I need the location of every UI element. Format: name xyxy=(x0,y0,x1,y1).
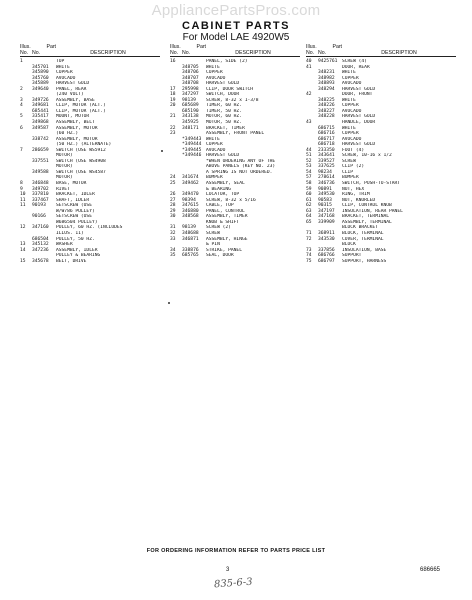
part-number: 349530 xyxy=(318,192,335,198)
part-description: A SPRING IS NOT ORDERED. xyxy=(206,169,273,175)
illus-number: 11 xyxy=(20,203,26,209)
part-description: SCREW xyxy=(206,230,220,236)
part-number: 686797 xyxy=(318,258,335,264)
part-description: ASSEMBLY, BELT xyxy=(56,120,95,126)
part-description: ASSEMBLY, BASE xyxy=(56,97,95,103)
illus-number: 28 xyxy=(170,203,176,209)
part-description: TOP xyxy=(56,59,65,64)
part-number: 348705 xyxy=(182,64,199,70)
part-number: 347197 xyxy=(318,208,335,214)
part-number: 346871 xyxy=(182,236,199,242)
part-description: WHITE xyxy=(342,97,356,103)
illus-number: 44 xyxy=(306,147,312,153)
part-number: 349681 xyxy=(32,103,49,109)
part-number: 348231 xyxy=(318,70,335,76)
part-number: 349462 xyxy=(182,181,199,187)
illus-number: 32 xyxy=(170,230,176,236)
part-description: SEAL, DOOR xyxy=(206,253,234,259)
part-number: 286659 xyxy=(32,147,49,153)
illus-number: 74 xyxy=(306,253,312,259)
illus-number: 60 xyxy=(306,192,312,198)
part-number: 348706 xyxy=(182,70,199,76)
illus-number: 40 xyxy=(306,59,312,64)
header-part-no: No. xyxy=(32,50,41,56)
illus-number: 75 xyxy=(306,258,312,264)
header-illus: Illus. xyxy=(170,44,181,50)
illus-number: 62 xyxy=(306,203,312,209)
part-number: 346736 xyxy=(318,181,335,187)
part-description: ASSEMBLY, TIMER xyxy=(206,214,248,220)
header-part-no: No. xyxy=(318,50,327,56)
part-number: 348228 xyxy=(318,114,335,120)
part-number: 278614 xyxy=(318,175,335,181)
part-description: NUT, KNURLED xyxy=(342,197,376,203)
part-description: (50 HZ.) (ALTERNATE) xyxy=(56,142,112,148)
part-number: 337810 xyxy=(32,192,49,198)
part-description: MOTOR) xyxy=(56,153,73,159)
part-description: HARVEST GOLD xyxy=(342,86,376,92)
illus-number: 27 xyxy=(170,197,176,203)
part-description: SETSCREW (USE xyxy=(56,214,92,220)
part-description: SUPPORT, HARNESS xyxy=(342,258,387,264)
part-description: SCREW xyxy=(342,158,356,164)
part-description: TIMER, 50 HZ. xyxy=(206,108,242,114)
illus-number: 35 xyxy=(170,253,176,259)
part-number: 686717 xyxy=(318,136,335,142)
part-description: AVOCADO xyxy=(342,136,362,142)
part-description: WHITE xyxy=(206,64,220,70)
page-number: 3 xyxy=(226,567,230,573)
watermark: AppliancePartsPros.com xyxy=(151,2,321,19)
part-description: BUMPER xyxy=(342,175,359,181)
illus-number: 64 xyxy=(306,214,312,220)
part-description: HARVEST GOLD xyxy=(206,81,240,87)
part-number: 98139 xyxy=(182,97,196,103)
part-description: HARVEST GOLD xyxy=(342,114,376,120)
illus-number: 30 xyxy=(170,214,176,220)
part-number: 347160 xyxy=(32,225,49,231)
part-description: BLOCK xyxy=(342,242,356,248)
part-number: 349587 xyxy=(32,125,49,131)
part-description: ASSEMBLY, MOTOR xyxy=(56,136,98,142)
part-number: 337856 xyxy=(318,247,335,253)
illus-number: 54 xyxy=(306,169,312,175)
illus-number: 18 xyxy=(170,92,176,98)
part-number: 346880 xyxy=(182,208,199,214)
part-number: 349702 xyxy=(32,186,49,192)
part-number: 348171 xyxy=(182,125,199,131)
part-number: 98234 xyxy=(318,169,332,175)
part-description: ABOVE PANELS (KEY NO. 23) xyxy=(206,164,276,170)
part-number: 347168 xyxy=(318,214,335,220)
part-number: 337625 xyxy=(318,164,335,170)
part-description: PULLEY, 50 HZ. xyxy=(56,236,95,242)
illus-number: 6 xyxy=(20,125,23,131)
part-number: 348294 xyxy=(318,86,335,92)
part-description: BRACKET, IDLER xyxy=(56,192,95,198)
parts-column-left xyxy=(20,44,160,264)
part-description: CLIP (2) xyxy=(342,164,365,170)
part-description: WASHER xyxy=(56,242,73,248)
part-description: PANEL, SIDE (2) xyxy=(206,59,248,64)
part-description: CLIP, MOTOR (ALT.) xyxy=(56,108,106,114)
part-number: 349868 xyxy=(32,120,49,126)
part-number: 349640 xyxy=(32,86,49,92)
part-number: 345760 xyxy=(32,75,49,81)
part-number: 233350 xyxy=(318,147,335,153)
part-number: 686718 xyxy=(318,142,335,148)
part-description: WHITE xyxy=(206,136,220,142)
part-number: 685765 xyxy=(182,253,199,259)
part-description: ASSEMBLY, HINGE xyxy=(206,236,248,242)
part-number: 685441 xyxy=(32,108,49,114)
header-illus: Illus. xyxy=(306,44,317,50)
header-no: No. xyxy=(306,50,315,56)
illus-number: 9 xyxy=(20,186,23,192)
part-number: 348225 xyxy=(318,97,335,103)
part-number: 348707 xyxy=(182,75,199,81)
part-description: COPPER xyxy=(206,142,223,148)
header-no: No. xyxy=(170,50,179,56)
part-description: SETSCREW (USE xyxy=(56,203,92,209)
illus-number: 63 xyxy=(306,208,312,214)
part-description: CLIP, MOTOR (ALT.) xyxy=(56,103,106,109)
part-number: 341674 xyxy=(182,175,199,181)
part-description: DOOR, FRONT xyxy=(342,92,373,98)
part-description: INSULATION, REAR PANEL xyxy=(342,208,403,214)
part-description: KNOB & SHIFT xyxy=(206,219,240,225)
part-number: 335417 xyxy=(32,114,49,120)
part-number: 338876 xyxy=(182,247,199,253)
part-description: DOOR, REAR xyxy=(342,64,370,70)
part-number: 348982 xyxy=(318,75,335,81)
parts-row xyxy=(306,259,456,265)
part-description: TIMER, 60 HZ. xyxy=(206,103,242,109)
part-description: SWITCH, DOOR xyxy=(206,92,240,98)
part-description: NUT, HEX xyxy=(342,186,365,192)
part-number: 339527 xyxy=(318,158,335,164)
part-description: AVOCADO xyxy=(342,108,362,114)
parts-row xyxy=(170,253,300,259)
part-number: 345132 xyxy=(32,242,49,248)
part-description: BUMPER xyxy=(206,175,223,181)
part-number: 686504 xyxy=(32,236,49,242)
part-description: HARVEST GOLD xyxy=(206,153,240,159)
illus-number: 5 xyxy=(20,114,23,120)
part-number: 349470 xyxy=(182,192,199,198)
part-description: FOOT (4) xyxy=(342,147,365,153)
part-description: STRIKE, PANEL xyxy=(206,247,242,253)
part-description: MOTOR, 60 HZ. xyxy=(206,114,242,120)
part-number: 343530 xyxy=(318,236,335,242)
part-description: SHAFT, IDLER xyxy=(56,197,90,203)
illus-number: 14 xyxy=(20,247,26,253)
part-description: SWITCH (USE WS5912 xyxy=(56,147,106,153)
part-description: SCREW (4) xyxy=(342,59,367,64)
part-number: 345678 xyxy=(32,258,49,264)
illus-number: 51 xyxy=(306,153,312,159)
part-description: COVER, TERMINAL xyxy=(342,236,384,242)
part-description: HARVEST GOLD xyxy=(56,81,90,87)
part-description: BRACKET, TIMER xyxy=(206,125,245,131)
part-description: ASSEMBLY, TERMINAL xyxy=(342,219,392,225)
header-description: DESCRIPTION xyxy=(90,50,126,56)
part-description: WHITE xyxy=(342,70,356,76)
part-description: PULLEY, 60 HZ. (INCLUDES xyxy=(56,225,123,231)
part-description: SCREW, 8-32 x 1-3/8 xyxy=(206,97,259,103)
part-description: ASSEMBLY, MOTOR xyxy=(56,125,98,131)
part-number: *349446 xyxy=(182,153,202,159)
part-number: 686766 xyxy=(318,253,335,259)
parts-column-middle xyxy=(170,44,300,259)
part-number: *349443 xyxy=(182,136,202,142)
illus-number: 3 xyxy=(20,97,23,103)
part-description: ILLUS. 11) xyxy=(56,230,84,236)
illus-number: 57 xyxy=(306,175,312,181)
part-number: 349588 xyxy=(32,169,49,175)
part-description: BRACKET, TERMINAL xyxy=(342,214,390,220)
part-number: 98139 xyxy=(182,225,196,231)
part-description: (240 VOLT) xyxy=(56,92,84,98)
illus-number: 15 xyxy=(20,258,26,264)
part-number: 686715 xyxy=(318,125,335,131)
part-description: ASSEMBLY, IDLER xyxy=(56,247,98,253)
illus-number: 72 xyxy=(306,236,312,242)
part-description: SWITCH (USE WS4587 xyxy=(56,169,106,175)
part-description: COPPER xyxy=(56,70,73,76)
part-description: BELT, DRIVE xyxy=(56,258,87,264)
part-description: AVOCADO xyxy=(56,75,76,81)
part-description: & PIN xyxy=(206,242,220,248)
part-number: 337467 xyxy=(32,197,49,203)
part-description: CLIP, CONTROL KNOB xyxy=(342,203,392,209)
part-description: MOUNT, MOTOR xyxy=(56,114,90,120)
part-description: BLOCK, TERMINAL xyxy=(342,230,384,236)
illus-number: 42 xyxy=(306,92,312,98)
part-description: PANEL, CONTROL xyxy=(206,208,245,214)
part-number: 295998 xyxy=(182,86,199,92)
part-number: 345701 xyxy=(32,64,49,70)
part-number: 90193 xyxy=(32,203,46,209)
part-number: 685689 xyxy=(182,103,199,109)
illus-number: 4 xyxy=(20,103,23,109)
page-subtitle: For Model LAE 4920W5 xyxy=(182,32,290,43)
header-no: No. xyxy=(20,50,29,56)
illus-number: 43 xyxy=(306,120,312,126)
illus-number: 17 xyxy=(170,86,176,92)
illus-number: 13 xyxy=(20,242,26,248)
column-header xyxy=(170,44,300,57)
part-description: COPPER xyxy=(342,103,359,109)
part-description: MOTOR, 50 HZ. xyxy=(206,120,242,126)
part-description: AVOCADO xyxy=(206,75,226,81)
part-description: CLIP, DOOR SWITCH xyxy=(206,86,254,92)
column-header xyxy=(306,44,456,57)
parts-row xyxy=(20,259,160,265)
part-description: WHITE xyxy=(342,125,356,131)
illus-number: 25 xyxy=(170,181,176,187)
scan-speck xyxy=(161,150,163,152)
part-number: 90583 xyxy=(318,197,332,203)
illus-number: 2 xyxy=(20,86,23,92)
illus-number: 24 xyxy=(170,175,176,181)
part-description: SCREW, 10-16 x 1/2 xyxy=(342,153,392,159)
part-description: CLIP xyxy=(342,169,354,175)
illus-number: 71 xyxy=(306,230,312,236)
parts-column-right xyxy=(306,44,456,264)
part-description: AVOCADO xyxy=(342,81,362,87)
ordering-note: FOR ORDERING INFORMATION REFER TO PARTS PRICE LIST xyxy=(146,548,326,554)
scan-speck xyxy=(168,302,170,304)
part-number: 348568 xyxy=(182,214,199,220)
header-part: Part xyxy=(332,44,342,50)
illus-number: 61 xyxy=(306,197,312,203)
illus-number: 26 xyxy=(170,192,176,198)
illus-number: 65 xyxy=(306,219,312,225)
part-description: MOTOR) xyxy=(56,164,73,170)
part-number: *349445 xyxy=(182,147,202,153)
part-description: & BEARING xyxy=(206,186,231,192)
part-description: W/W786 PULLEY) xyxy=(56,208,95,214)
illus-number: 10 xyxy=(20,192,26,198)
part-number: 347615 xyxy=(182,203,199,209)
illus-number: 23 xyxy=(170,131,176,137)
part-number: 348688 xyxy=(182,230,199,236)
part-description: BASE, MOTOR xyxy=(56,181,87,187)
illus-number: 58 xyxy=(306,181,312,187)
illus-number: 16 xyxy=(170,59,176,64)
part-description: INSULATION, BASE xyxy=(342,247,387,253)
part-description: CABLE, TOP xyxy=(206,203,234,209)
illus-number: 34 xyxy=(170,247,176,253)
part-description: RING, TRIM xyxy=(342,192,370,198)
illus-number: 11 xyxy=(20,197,26,203)
illus-number: 41 xyxy=(306,64,312,70)
illus-number: 1 xyxy=(20,59,23,64)
part-description: RIVET xyxy=(56,186,70,192)
header-description: DESCRIPTION xyxy=(235,50,271,56)
illus-number: 7 xyxy=(20,147,23,153)
part-description: MOTOR) xyxy=(56,175,73,181)
illus-number: 59 xyxy=(306,186,312,192)
illus-number: 21 xyxy=(170,114,176,120)
part-description: SWITCH, PUSH-TO-START xyxy=(342,181,401,187)
part-description: SUPPORT xyxy=(342,253,362,259)
part-number: 345889 xyxy=(32,81,49,87)
illus-number: 8 xyxy=(20,181,23,187)
part-number: 343138 xyxy=(182,114,199,120)
illus-number: 31 xyxy=(170,225,176,231)
part-description: LOCATOR, TOP xyxy=(206,192,240,198)
part-number: 339909 xyxy=(318,219,335,225)
illus-number: 12 xyxy=(20,225,26,231)
header-illus: Illus. xyxy=(20,44,31,50)
part-description: HARVEST GOLD xyxy=(342,142,376,148)
part-description: ASSEMBLY, FRONT PANEL xyxy=(206,131,265,137)
illus-number: 73 xyxy=(306,247,312,253)
part-number: 347297 xyxy=(182,92,199,98)
part-description: (60 HZ.) xyxy=(56,131,79,137)
header-part: Part xyxy=(46,44,56,50)
part-description: COPPER xyxy=(342,131,359,137)
part-description: COPPER xyxy=(342,75,359,81)
handwritten-note: 835-6-3 xyxy=(213,576,253,591)
part-number: 90315 xyxy=(318,203,332,209)
part-description: *WHEN ORDERING ANY OF THE xyxy=(206,158,276,164)
part-description: COPPER xyxy=(206,70,223,76)
part-number: 368911 xyxy=(318,230,335,236)
part-description: SCREW, 8-32 x 5/16 xyxy=(206,197,256,203)
part-number: 347236 xyxy=(32,247,49,253)
part-number: 346848 xyxy=(32,181,49,187)
part-description: ASSEMBLY, SEAL xyxy=(206,181,245,187)
part-description: BLOCK BRACKET xyxy=(342,225,378,231)
part-number: 345925 xyxy=(182,120,199,126)
part-description: AVOCADO xyxy=(206,147,226,153)
part-description: HANDLE, DOOR xyxy=(342,120,376,126)
part-description: SWITCH (USE WS4908 xyxy=(56,158,106,164)
header-description: DESCRIPTION xyxy=(381,50,417,56)
part-description: W686504 PULLEY) xyxy=(56,219,98,225)
part-description: SCREW (2) xyxy=(206,225,231,231)
part-description: PANEL, REAR xyxy=(56,86,87,92)
illus-number: 29 xyxy=(170,208,176,214)
part-number: 348226 xyxy=(318,103,335,109)
part-number: 90891 xyxy=(318,186,332,192)
header-part-no: No. xyxy=(182,50,191,56)
part-number: *349444 xyxy=(182,142,202,148)
part-number: 348893 xyxy=(318,81,335,87)
part-number: 337551 xyxy=(32,158,49,164)
part-number: 343641 xyxy=(318,153,335,159)
part-number: 348708 xyxy=(182,81,199,87)
part-number: 345890 xyxy=(32,70,49,76)
part-number: 685190 xyxy=(182,108,199,114)
part-number: 338742 xyxy=(32,136,49,142)
part-number: 90166 xyxy=(32,214,46,220)
document-number: 686665 xyxy=(420,567,441,573)
illus-number: 20 xyxy=(170,103,176,109)
column-header xyxy=(20,44,160,57)
header-part: Part xyxy=(196,44,206,50)
illus-number: 52 xyxy=(306,158,312,164)
part-description: PULLEY & BEARING xyxy=(56,253,101,259)
part-number: 9425761 xyxy=(318,59,338,64)
part-description: WHITE xyxy=(56,64,70,70)
illus-number: 33 xyxy=(170,236,176,242)
part-number: 98394 xyxy=(182,197,196,203)
illus-number: 19 xyxy=(170,97,176,103)
page-title: CABINET PARTS xyxy=(182,20,290,32)
illus-number: 53 xyxy=(306,164,312,170)
part-number: 686716 xyxy=(318,131,335,137)
part-number: 349726 xyxy=(32,97,49,103)
part-number: 348227 xyxy=(318,108,335,114)
illus-number: 22 xyxy=(170,125,176,131)
